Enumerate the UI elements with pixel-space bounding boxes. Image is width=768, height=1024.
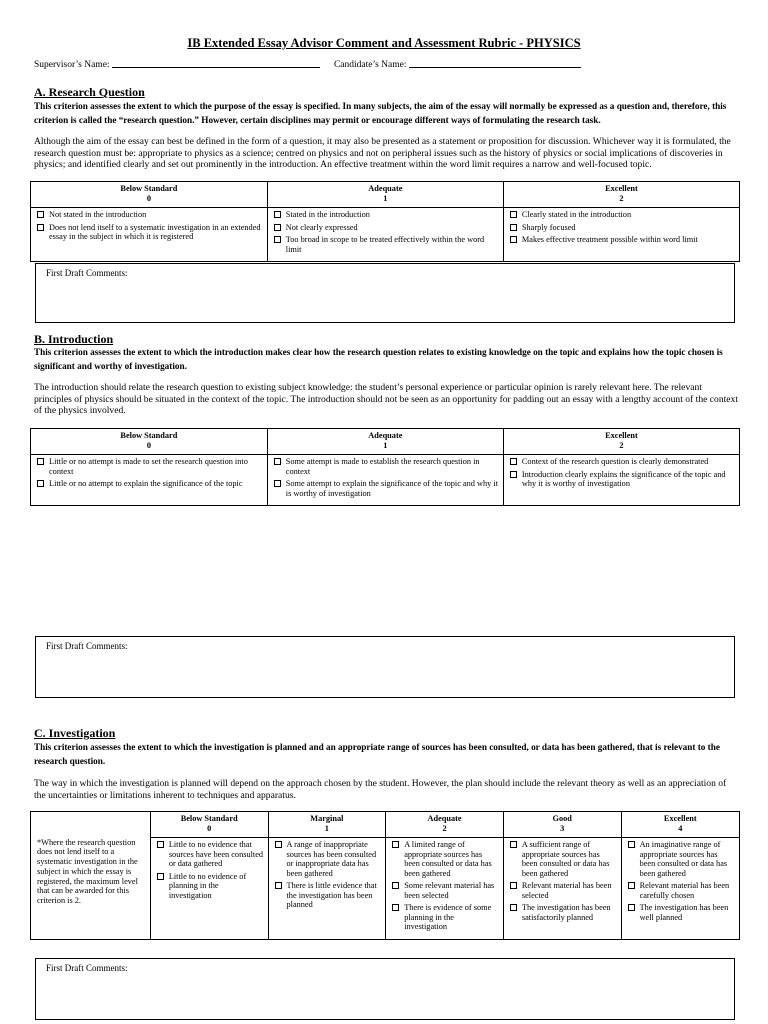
col-header [150,812,268,838]
checkbox-item[interactable]: An imaginative range of appropriate sources has been consulted or data has been gathered [628,840,735,878]
comment-box-c[interactable] [35,958,735,1020]
checkbox-item[interactable]: A range of inappropriate sources has been consulted or inappropriate data has been gathered [275,840,382,878]
checkbox-item[interactable]: Makes effective treatment possible within word limit [510,235,735,245]
checkbox-item[interactable]: Some attempt is made to establish the research question in context [274,457,499,476]
section-a-rubric-table [30,181,740,262]
col-header [268,812,386,838]
level-score: 2 [619,194,624,203]
col-header [386,812,504,838]
candidate-label: Candidate’s Name: [333,60,407,70]
checkbox-item[interactable]: Not clearly expressed [274,223,499,233]
checkbox-item[interactable]: There is little evidence that the investigation has been planned [275,881,382,910]
col-header [503,429,739,455]
section-a-description: This criterion assesses the extent to which the purpose of the essay is specified. In many subjects, the aim of the essay will normally be expressed as a question and, therefore, this criterion is called the “research question.” However, certain disciplines may permit or encourage different ways of formulating the research task. [34,101,727,125]
level-name: Marginal [310,814,344,823]
checkbox-item[interactable]: Relevant material has been selected [510,881,617,900]
section-b-guidance: The introduction should relate the research question to existing subject knowledge: the student’s personal experience or particular opinion is rarely relevant here. The relevant principles of physics should be situated in the context of the topic. The introduction should not be seen as an opportunity for padding out an essay with a lengthy account of the context of the physics involved. [34,382,739,416]
checkbox-item[interactable]: Sharply focused [510,223,735,233]
checkbox-item[interactable]: Too broad in scope to be treated effectively within the word limit [274,235,499,254]
level-score: 2 [442,824,447,833]
checkbox-item[interactable]: Stated in the introduction [274,210,499,220]
level-name: Excellent [605,184,638,193]
comment-box-b[interactable] [35,636,735,698]
level-name: Below Standard [180,814,238,823]
level-score: 1 [383,194,388,203]
level-score: 2 [619,441,624,450]
level-name: Excellent [605,431,638,440]
level-score: 0 [207,824,212,833]
checkbox-item[interactable]: Introduction clearly explains the significance of the topic and why it is worthy of investigation [510,470,735,489]
checkbox-item[interactable]: There is evidence of some planning in the investigation [392,903,499,932]
col-header [31,182,268,208]
level-name: Below Standard [120,184,178,193]
level-score: 1 [383,441,388,450]
comment-label: First Draft Comments: [46,641,128,651]
level-name: Excellent [663,814,697,823]
section-c-description: This criterion assesses the extent to which the investigation is planned and an appropriate range of sources has been consulted, or data has been gathered, that is relevant to the research question. [34,742,720,766]
checkbox-item[interactable]: Little to no evidence of planning in the investigation [157,872,264,901]
section-b-heading: B. Introduction [34,332,114,346]
checkbox-item[interactable]: Little or no attempt to explain the significance of the topic [37,479,263,489]
level-name: Below Standard [120,431,178,440]
checkbox-item[interactable]: A sufficient range of appropriate sources has been consulted or data has been gathered [510,840,617,878]
col-header [267,182,503,208]
section-c-heading: C. Investigation [34,726,116,740]
comment-label: First Draft Comments: [46,268,128,278]
table-header-row [31,182,740,208]
col-header [621,812,739,838]
checkbox-item[interactable]: A limited range of appropriate sources has been consulted or data has been gathered [392,840,499,878]
section-c-guidance: The way in which the investigation is planned will depend on the approach chosen by the student. However, the plan should include the relevant theory as well as an appreciation of the uncertainties or limitations inherent to techniques and apparatus. [34,778,727,801]
checkbox-item[interactable]: The investigation has been satisfactorily planned [510,903,617,922]
supervisor-name-line[interactable] [112,67,320,68]
checkbox-item[interactable]: Some relevant material has been selected [392,881,499,900]
checkbox-item[interactable]: Context of the research question is clearly demonstrated [510,457,735,467]
col-header [503,812,621,838]
section-b-rubric-table [30,428,740,506]
level-score: 1 [324,824,329,833]
checkbox-item[interactable]: Does not lend itself to a systematic investigation in an extended essay in the subject in which it is registered [37,223,263,242]
level-score: 4 [678,824,683,833]
checkbox-item[interactable]: The investigation has been well planned [628,903,735,922]
checkbox-item[interactable]: Little to no evidence that sources have been consulted or data gathered [157,840,264,869]
level-score: 3 [560,824,565,833]
section-b-description: This criterion assesses the extent to which the introduction makes clear how the research question relates to existing knowledge on the topic and explains how the topic chosen is significant and worthy of investigation. [34,347,723,371]
col-header [31,429,268,455]
col-header-empty [31,812,151,838]
section-a-heading: A. Research Question [34,85,145,99]
maximum-level-note: *Where the research question does not lend itself to a systematic investigation in the subject in which the essay is registered, the maximum level that can be awarded for this criterion is 2. [37,837,138,906]
table-header-row [31,812,740,838]
level-score: 0 [146,441,151,450]
checkbox-item[interactable]: Some attempt to explain the significance of the topic and why it is worthy of investigation [274,479,499,498]
page-title: IB Extended Essay Advisor Comment and Assessment Rubric - PHYSICS [187,36,581,50]
checkbox-item[interactable]: Not stated in the introduction [37,210,263,220]
level-name: Adequate [368,431,403,440]
checkbox-item[interactable]: Little or no attempt is made to set the research question into context [37,457,263,476]
supervisor-label: Supervisor’s Name: [34,60,110,70]
col-header [503,182,739,208]
checkbox-item[interactable]: Clearly stated in the introduction [510,210,735,220]
comment-label: First Draft Comments: [46,963,128,973]
section-c-rubric-table [30,811,740,940]
col-header [267,429,503,455]
table-header-row [31,429,740,455]
table-row [31,208,740,262]
candidate-name-line[interactable] [409,67,581,68]
level-name: Good [552,814,572,823]
level-name: Adequate [368,184,403,193]
names-row [34,60,593,70]
section-a-guidance: Although the aim of the essay can best be defined in the form of a question, it may also be presented as a statement or proposition for discussion. Whichever way it is formulated, the research question must be: appropriate to physics as a science; centred on physics and not on peripheral issues such as the history of physics or social implications of discoveries in physics; and identified clearly and set out prominently in the introduction. An effective treatment within the word limit requires a narrow and well-focused topic. [34,136,731,170]
table-row [31,455,740,506]
comment-box-a[interactable] [35,263,735,323]
checkbox-item[interactable]: Relevant material has been carefully chosen [628,881,735,900]
table-row [31,838,740,940]
level-score: 0 [146,194,151,203]
level-name: Adequate [427,814,462,823]
